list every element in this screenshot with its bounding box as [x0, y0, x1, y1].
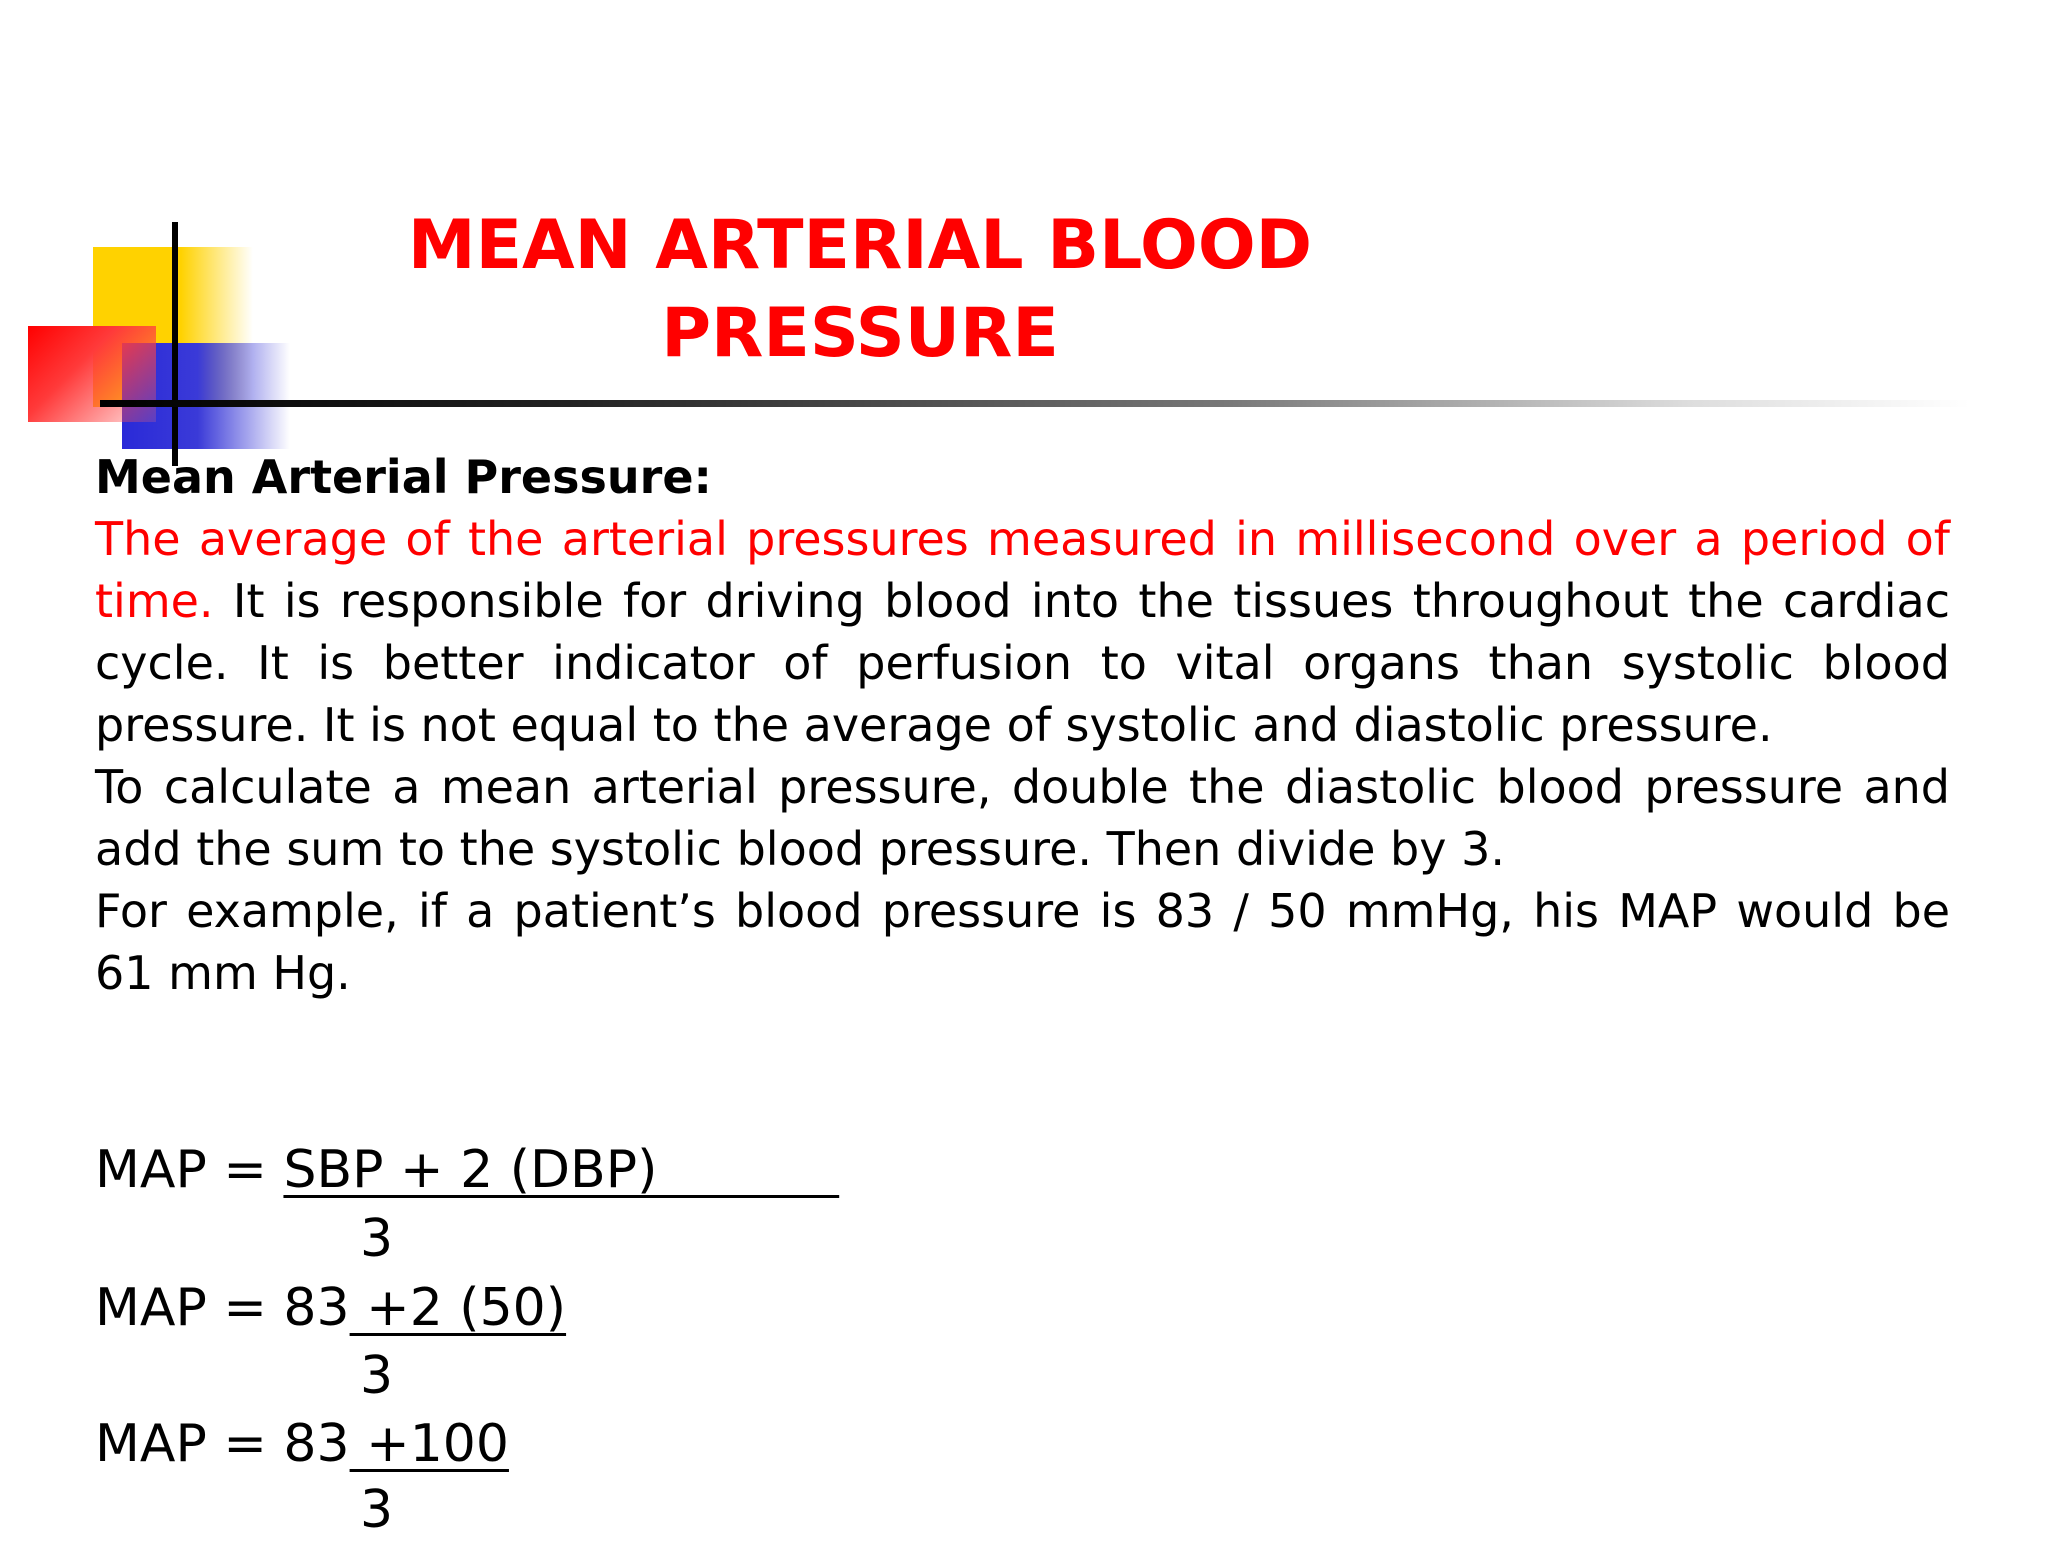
slide-title: [300, 202, 1420, 378]
formula-simplified-prefix: MAP = 83: [95, 1414, 350, 1474]
formula-simplified-denominator: 3: [360, 1480, 394, 1540]
formula-simplified: [95, 1410, 509, 1478]
calculation-paragraph: To calculate a mean arterial pressure, double the diastolic blood pressure and add the sum to the systolic blood pressure. Then divide by 3.: [95, 760, 1950, 876]
formula-general-numerator: SBP + 2 (DBP): [283, 1140, 840, 1200]
definition-paragraph: [95, 508, 1950, 756]
slide-title-line-2: PRESSURE: [661, 294, 1059, 373]
formula-general: [95, 1136, 839, 1204]
body-heading: Mean Arterial Pressure:: [95, 450, 712, 504]
decorative-vertical-line: [172, 222, 178, 466]
formula-general-denominator: 3: [360, 1209, 394, 1269]
formula-substituted: [95, 1274, 566, 1342]
formula-substituted-numerator: +2 (50): [349, 1278, 567, 1338]
formula-simplified-numerator: +100: [349, 1414, 509, 1474]
definition-highlight: The average of the arterial pressures measured in millisecond over a period of time.: [95, 512, 1950, 628]
slide-body: [95, 446, 1950, 1004]
formula-substituted-prefix: MAP = 83: [95, 1278, 350, 1338]
decorative-red-square: [28, 326, 156, 422]
formula-general-prefix: MAP =: [95, 1140, 284, 1200]
definition-text: It is responsible for driving blood into the tissues throughout the cardiac cycle. It is better indicator of perfusion to vital organs than systolic blood pressure. It is not equal to the average of systolic and diastolic pressure.: [95, 574, 1950, 752]
example-paragraph: For example, if a patient’s blood pressure is 83 / 50 mmHg, his MAP would be 61 mm Hg.: [95, 884, 1950, 1000]
slide-title-line-1: MEAN ARTERIAL BLOOD: [407, 206, 1313, 285]
formula-substituted-denominator: 3: [360, 1346, 394, 1406]
title-divider-line: [100, 400, 1970, 407]
